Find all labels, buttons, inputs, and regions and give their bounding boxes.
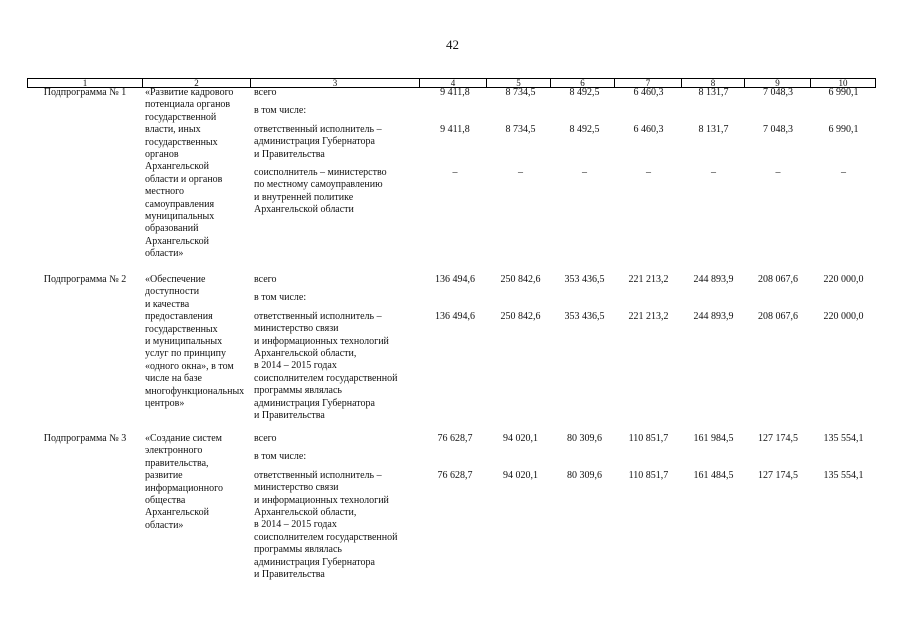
- funding-value: 8 734,5: [505, 123, 536, 135]
- funding-value: [551, 292, 615, 304]
- funding-row-label-line: ответственный исполнитель –: [254, 123, 382, 135]
- funding-row-label: [251, 311, 420, 423]
- funding-value: 8 131,7: [698, 123, 729, 135]
- funding-row-label-line: и внутренней политике: [254, 191, 354, 203]
- funding-value: 353 436,5: [564, 274, 605, 285]
- funding-value: 136 494,6: [435, 310, 475, 322]
- funding-value: [682, 292, 745, 304]
- funding-value: 7 048,3: [763, 123, 793, 135]
- subprogram-title-line: «одного окна», в том: [145, 360, 234, 372]
- subprogram-title-line: «Создание систем: [145, 433, 222, 444]
- subprogram-title-line: многофункциональных: [145, 385, 245, 397]
- subprogram-title: [143, 274, 251, 410]
- subprogram-title-line: области»: [145, 248, 184, 260]
- funding-row-label-line: и Правительства: [254, 148, 325, 160]
- funding-value: –: [518, 167, 523, 179]
- funding-value: [811, 105, 876, 117]
- subprogram-title-line: власти, иных: [145, 124, 201, 136]
- funding-value: [682, 105, 745, 117]
- subprogram-title-line: потенциала органов: [145, 99, 231, 111]
- subprogram-title-line: образований: [145, 223, 199, 235]
- funding-value: –: [452, 167, 458, 179]
- funding-value: 220 000,0: [823, 310, 864, 322]
- funding-row-label-line: Архангельской области,: [254, 507, 357, 519]
- funding-row: [251, 470, 876, 582]
- funding-value: [420, 105, 487, 117]
- funding-row-label: [251, 470, 420, 582]
- funding-row-label-line: всего: [254, 274, 277, 285]
- subprogram-title-line: органов: [145, 149, 179, 161]
- funding-rows: [251, 433, 876, 587]
- funding-row-label: [251, 433, 420, 445]
- funding-row-label: [251, 292, 420, 304]
- funding-row: [251, 311, 876, 423]
- funding-row-label-line: и информационных технологий: [254, 335, 389, 347]
- subprogram-title: [143, 87, 251, 261]
- subprogram-title-line: Архангельской: [145, 507, 209, 519]
- funding-value: 6 990,1: [828, 123, 859, 135]
- funding-value: 8 492,5: [569, 123, 600, 135]
- funding-rows: [251, 274, 876, 428]
- funding-value: 208 067,6: [758, 310, 798, 322]
- subprogram-title-line: Архангельской: [145, 235, 209, 247]
- funding-value: –: [711, 167, 716, 179]
- funding-value: 8 492,5: [569, 87, 600, 98]
- funding-row-label: [251, 274, 420, 286]
- column-number-header: 5: [487, 78, 551, 88]
- column-number-header: 6: [551, 78, 615, 88]
- funding-row-label: [251, 105, 420, 117]
- funding-value: 94 020,1: [503, 469, 538, 481]
- funding-row-label-line: всего: [254, 433, 277, 444]
- subprogram-title-line: услуг по принципу: [145, 348, 226, 360]
- funding-row: [251, 87, 876, 99]
- funding-value: [487, 105, 551, 117]
- funding-row-label: [251, 87, 420, 99]
- subprogram-title-line: Архангельской: [145, 161, 209, 173]
- funding-row-label-line: программы являлась: [254, 544, 342, 556]
- subprogram-title: [143, 433, 251, 532]
- funding-value: 135 554,1: [823, 469, 864, 481]
- funding-value: 127 174,5: [758, 433, 798, 444]
- funding-value: 244 893,9: [693, 310, 734, 322]
- funding-row-label: [251, 451, 420, 463]
- funding-row-label-line: соисполнителем государственной: [254, 372, 398, 384]
- subprogram-name: Подпрограмма № 1: [43, 87, 127, 98]
- funding-rows: [251, 87, 876, 223]
- funding-value: 80 309,6: [567, 469, 602, 481]
- funding-row-label-line: по местному самоуправлению: [254, 179, 383, 191]
- funding-value: 220 000,0: [823, 274, 864, 285]
- funding-row-label-line: в том числе:: [254, 451, 307, 463]
- funding-row-label-line: в 2014 – 2015 годах: [254, 360, 337, 372]
- subprogram-title-line: самоуправления: [145, 198, 215, 210]
- subprogram-title-line: «Обеспечение: [145, 274, 206, 285]
- funding-row-label-line: Архангельской области: [254, 204, 354, 216]
- funding-row: [251, 274, 876, 286]
- subprogram-title-line: числе на базе: [145, 373, 202, 385]
- funding-value: 221 213,2: [628, 274, 669, 285]
- funding-value: 6 460,3: [633, 87, 664, 98]
- funding-value: 80 309,6: [567, 433, 602, 444]
- funding-row-label: [251, 124, 420, 161]
- page-number: 42: [446, 37, 459, 52]
- funding-value: 161 984,5: [693, 433, 734, 444]
- funding-row-label-line: администрация Губернатора: [254, 397, 375, 409]
- funding-value: 76 628,7: [437, 469, 473, 481]
- funding-value: 110 851,7: [628, 433, 669, 444]
- funding-value: 161 484,5: [693, 469, 734, 481]
- column-number-header: 3: [251, 78, 420, 88]
- subprogram-title-line: местного: [145, 186, 185, 198]
- funding-value: –: [841, 167, 846, 179]
- funding-row-label-line: в том числе:: [254, 105, 307, 117]
- funding-value: 9 411,8: [440, 123, 470, 135]
- funding-value: [551, 451, 615, 463]
- column-number-header: 1: [27, 78, 143, 88]
- subprogram-block: [27, 274, 876, 428]
- funding-value: [745, 105, 811, 117]
- funding-value: [811, 451, 876, 463]
- subprogram-title-line: развитие: [145, 470, 183, 482]
- funding-value: 244 893,9: [693, 274, 734, 285]
- subprogram-title-line: информационного: [145, 482, 223, 494]
- funding-value: [615, 105, 682, 117]
- funding-row-label-line: соисполнитель – министерство: [254, 167, 387, 179]
- funding-value: [487, 292, 551, 304]
- subprogram-title-line: «Развитие кадрового: [145, 87, 234, 98]
- funding-row-label-line: министерство связи: [254, 482, 339, 494]
- funding-value: 127 174,5: [758, 469, 798, 481]
- funding-value: 76 628,7: [437, 433, 473, 444]
- funding-value: 136 494,6: [435, 274, 475, 285]
- subprogram-title-line: государственных: [145, 323, 218, 335]
- funding-value: 7 048,3: [763, 87, 793, 98]
- funding-row: [251, 451, 876, 463]
- funding-row-label-line: всего: [254, 87, 277, 98]
- subprogram-title-line: муниципальных: [145, 211, 215, 223]
- funding-value: [551, 105, 615, 117]
- funding-value: [615, 451, 682, 463]
- funding-value: 135 554,1: [823, 433, 864, 444]
- subprogram-title-line: электронного: [145, 445, 203, 457]
- subprogram-title-line: области и органов: [145, 173, 223, 185]
- funding-value: –: [582, 167, 587, 179]
- funding-value: 6 990,1: [828, 87, 859, 98]
- subprogram-name: Подпрограмма № 3: [43, 433, 127, 444]
- subprogram-title-line: государственных: [145, 136, 218, 148]
- funding-value: 9 411,8: [440, 87, 470, 98]
- subprogram-title-line: центров»: [145, 398, 185, 410]
- funding-row-label-line: и информационных технологий: [254, 494, 389, 506]
- funding-value: [615, 292, 682, 304]
- funding-row-label-line: и Правительства: [254, 410, 325, 422]
- funding-value: [811, 292, 876, 304]
- funding-row-label-line: ответственный исполнитель –: [254, 469, 382, 481]
- funding-row-label-line: ответственный исполнитель –: [254, 310, 382, 322]
- funding-value: [420, 292, 487, 304]
- column-number-header: 8: [682, 78, 745, 88]
- funding-row: [251, 124, 876, 161]
- funding-value: 8 734,5: [505, 87, 536, 98]
- column-number-header: 2: [143, 78, 251, 88]
- funding-row-label-line: соисполнителем государственной: [254, 531, 398, 543]
- funding-value: [745, 292, 811, 304]
- column-number-header: 10: [811, 78, 876, 88]
- funding-value: [682, 451, 745, 463]
- funding-row-label-line: программы являлась: [254, 385, 342, 397]
- funding-value: 94 020,1: [503, 433, 538, 444]
- subprogram-title-line: области»: [145, 519, 184, 531]
- subprogram-title-line: предоставления: [145, 311, 213, 323]
- funding-row: [251, 105, 876, 117]
- funding-value: 6 460,3: [633, 123, 664, 135]
- subprogram-name: Подпрограмма № 2: [43, 274, 127, 285]
- column-number-header: 4: [420, 78, 487, 88]
- funding-row-label-line: в том числе:: [254, 292, 307, 304]
- funding-value: [420, 451, 487, 463]
- funding-row-label-line: администрация Губернатора: [254, 136, 375, 148]
- column-number-header: 9: [745, 78, 811, 88]
- funding-value: 353 436,5: [564, 310, 605, 322]
- subprogram-title-line: и качества: [145, 298, 190, 310]
- subprogram-title-line: правительства,: [145, 457, 209, 469]
- funding-row-label-line: министерство связи: [254, 323, 339, 335]
- subprogram-title-line: общества: [145, 495, 186, 507]
- funding-value: [745, 451, 811, 463]
- funding-value: 8 131,7: [698, 87, 729, 98]
- funding-value: 250 842,6: [500, 310, 541, 322]
- column-number-header: 7: [615, 78, 682, 88]
- subprogram-title-line: и муниципальных: [145, 336, 223, 348]
- funding-value: –: [646, 167, 651, 179]
- funding-row-label-line: и Правительства: [254, 569, 325, 581]
- subprogram-title-line: государственной: [145, 111, 217, 123]
- funding-row: [251, 433, 876, 445]
- funding-value: 221 213,2: [628, 310, 669, 322]
- funding-row-label: [251, 167, 420, 217]
- subprogram-title-line: доступности: [145, 286, 200, 298]
- funding-row: [251, 292, 876, 304]
- subprogram-block: [27, 87, 876, 261]
- funding-value: 250 842,6: [500, 274, 541, 285]
- funding-value: –: [775, 167, 781, 179]
- funding-row-label-line: в 2014 – 2015 годах: [254, 519, 337, 531]
- funding-row: [251, 167, 876, 217]
- funding-row-label-line: администрация Губернатора: [254, 556, 375, 568]
- funding-value: 110 851,7: [628, 469, 669, 481]
- funding-row-label-line: Архангельской области,: [254, 348, 357, 360]
- subprogram-block: [27, 433, 876, 587]
- funding-value: [487, 451, 551, 463]
- funding-value: 208 067,6: [758, 274, 798, 285]
